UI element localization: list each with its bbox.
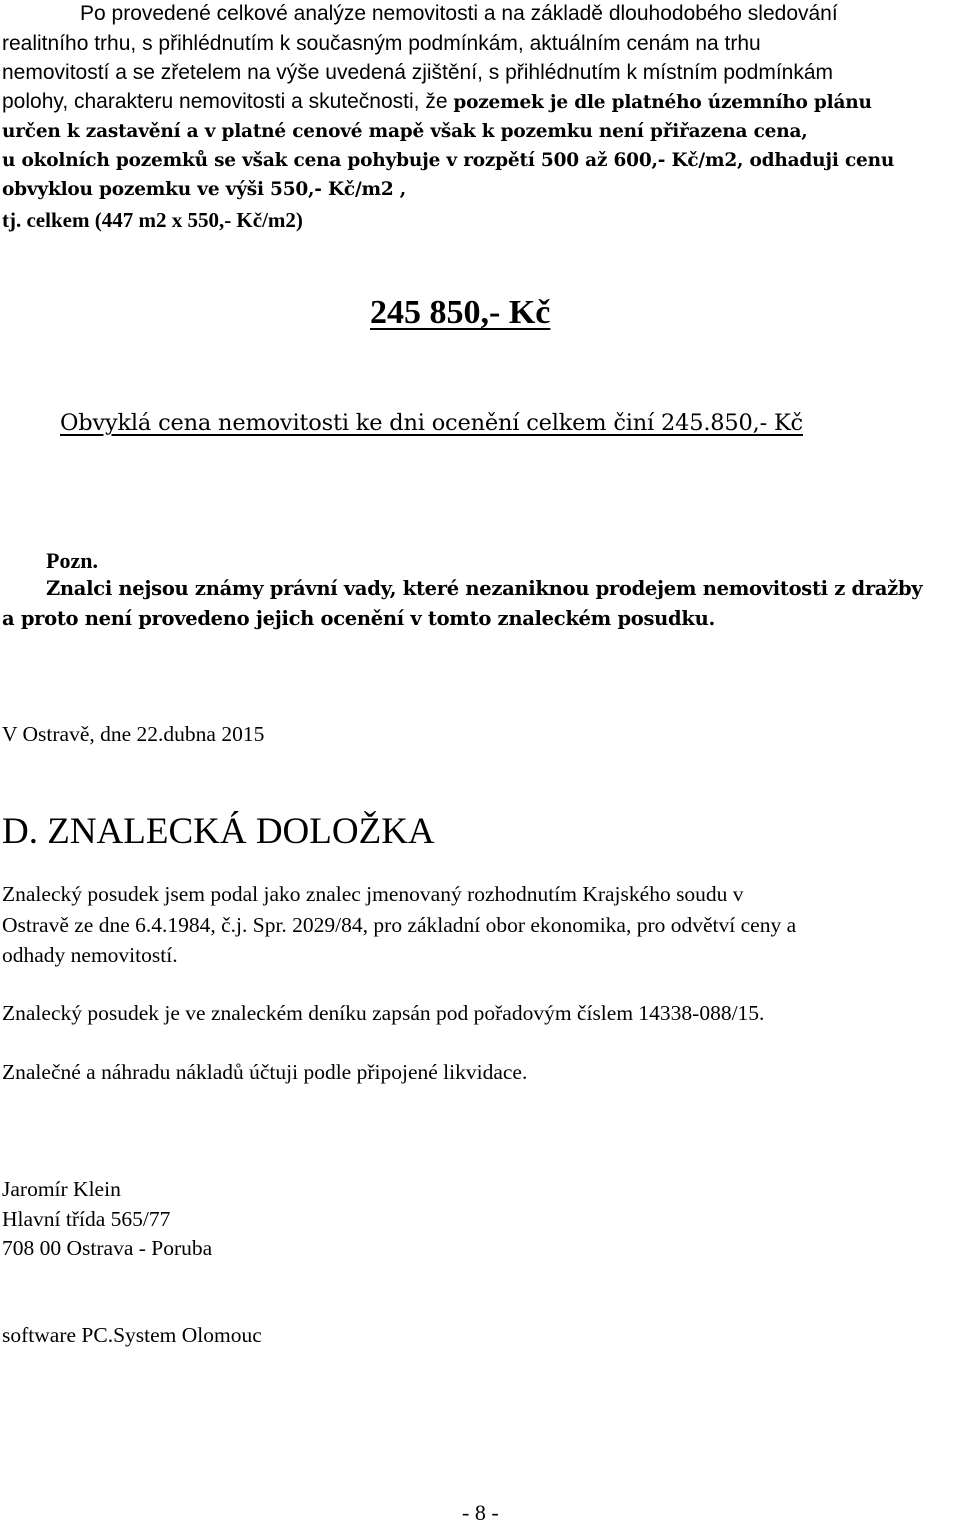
intro-line-1: Po provedené celkové analýze nemovitosti a na základě dlouhodobého sledování [80, 2, 838, 25]
intro-line-7: obvyklou pozemku ve výši 550,- Kč/m2 , [2, 179, 407, 200]
intro-line-8: tj. celkem (447 m2 x 550,- Kč/m2) [2, 208, 303, 232]
clause-p1-line-1: Znalecký posudek jsem podal jako znalec jmenovaný rozhodnutím Krajského soudu v [2, 882, 744, 906]
valuation-amount: 245 850,- Kč [370, 294, 551, 331]
intro-line-4 [2, 90, 872, 114]
valuation-total-line: Obvyklá cena nemovitosti ke dni ocenění celkem činí 245.850,- Kč [60, 410, 803, 436]
clause-heading: D. ZNALECKÁ DOLOŽKA [2, 811, 435, 852]
clause-p2: Znalecký posudek je ve znaleckém deníku zapsán pod pořadovým číslem 14338-088/15. [2, 1001, 765, 1025]
clause-p3: Znalečné a náhradu nákladů účtuji podle připojené likvidace. [2, 1060, 528, 1084]
software-credit: software PC.System Olomouc [2, 1323, 262, 1347]
intro-line-4-bold: pozemek je dle platného územního plánu [453, 92, 872, 113]
intro-line-6: u okolních pozemků se však cena pohybuje v rozpětí 500 až 600,- Kč/m2, odhaduji cenu [2, 150, 895, 171]
intro-line-5: určen k zastavění a v platné cenové mapě však k pozemku není přiřazena cena, [2, 121, 808, 142]
intro-line-3: nemovitostí a se zřetelem na výše uvedená zjištění, s přihlédnutím k místním podmínkám [2, 61, 834, 84]
note-line-2: a proto není provedeno jejich ocenění v tomto znaleckém posudku. [2, 607, 715, 630]
signature-street: Hlavní třída 565/77 [2, 1207, 171, 1231]
intro-line-2: realitního trhu, s přihlédnutím k současným podmínkám, aktuálním cenám na trhu [2, 32, 761, 55]
clause-p1-line-3: odhady nemovitostí. [2, 943, 178, 967]
place-date: V Ostravě, dne 22.dubna 2015 [2, 722, 265, 746]
signature-name: Jaromír Klein [2, 1177, 121, 1201]
note-label: Pozn. [46, 548, 98, 573]
clause-p1-line-2: Ostravě ze dne 6.4.1984, č.j. Spr. 2029/84, pro základní obor ekonomika, pro odvětví ceny a [2, 913, 797, 937]
page-number: - 8 - [462, 1500, 499, 1525]
intro-line-4-plain: polohy, charakteru nemovitosti a skutečnosti, že [2, 90, 454, 113]
note-line-1: Znalci nejsou známy právní vady, které nezaniknou prodejem nemovitosti z dražby [46, 577, 923, 600]
signature-city: 708 00 Ostrava - Poruba [2, 1236, 213, 1260]
